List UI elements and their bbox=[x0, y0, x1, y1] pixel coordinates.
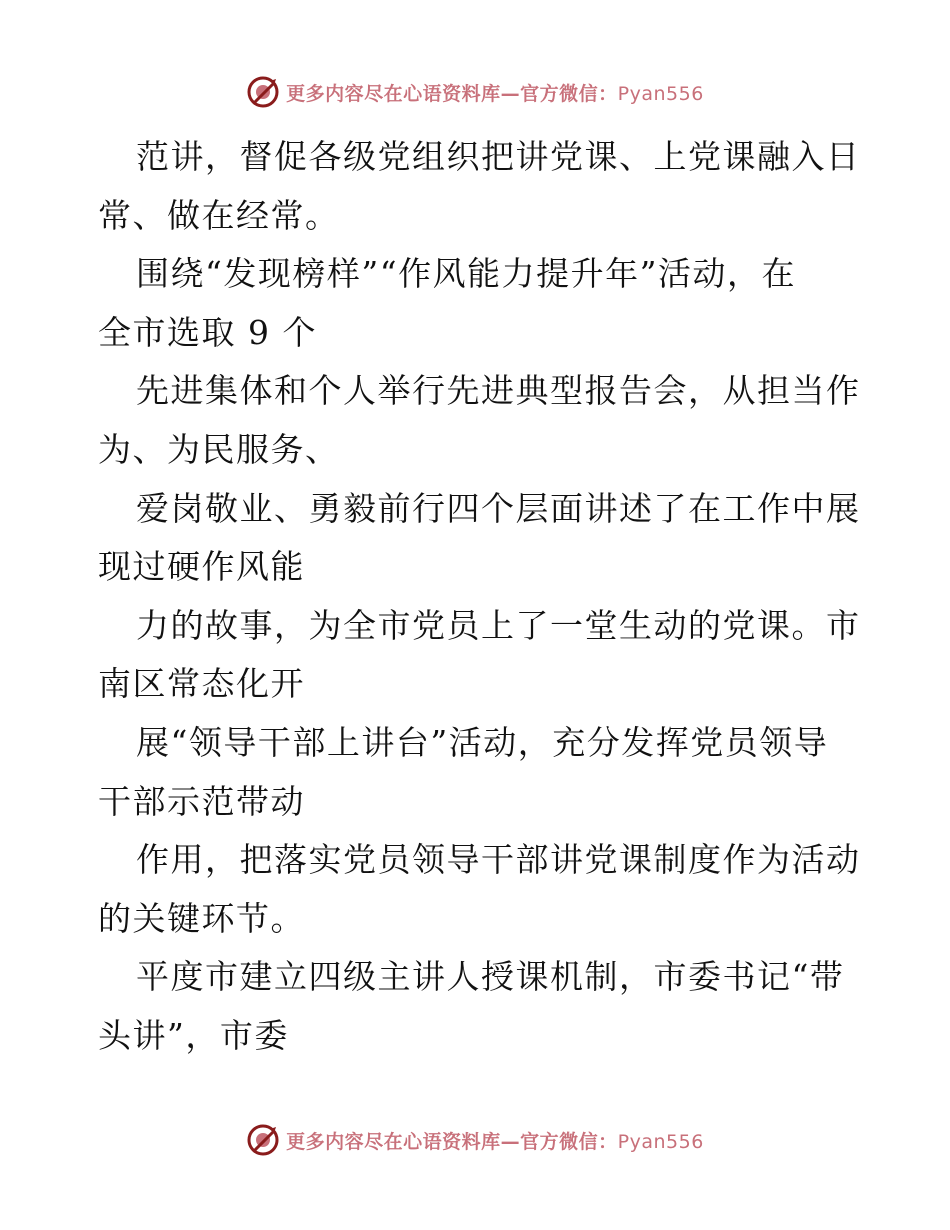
text-line: 展“领导干部上讲台”活动，充分发挥党员领导 bbox=[136, 722, 829, 762]
text-line: 为、为民服务、 bbox=[98, 429, 340, 469]
text-line: 围绕“发现榜样”“作风能力提升年”活动，在 bbox=[136, 254, 796, 294]
text-line: 力的故事，为全市党员上了一堂生动的党课。市 bbox=[136, 605, 861, 645]
text-line: 平度市建立四级主讲人授课机制，市委书记“带 bbox=[136, 957, 845, 997]
watermark-wechat-id: Pyan556 bbox=[617, 1130, 704, 1153]
brand-logo-icon bbox=[246, 1123, 280, 1157]
text-line: 头讲”，市委 bbox=[98, 1015, 289, 1055]
footer-watermark bbox=[0, 1120, 950, 1160]
brand-logo-icon bbox=[246, 75, 280, 109]
watermark-text: 更多内容尽在心语资料库—官方微信： bbox=[286, 82, 618, 105]
text-line: 爱岗敬业、勇毅前行四个层面讲述了在工作中展 bbox=[136, 488, 861, 528]
text-line: 作用，把落实党员领导干部讲党课制度作为活动 bbox=[136, 840, 861, 880]
header-watermark bbox=[0, 72, 950, 112]
text-line: 现过硬作风能 bbox=[98, 547, 305, 587]
watermark-text: 更多内容尽在心语资料库—官方微信： bbox=[286, 1130, 618, 1153]
text-line: 全市选取 9 个 bbox=[98, 312, 317, 352]
text-line: 先进集体和个人举行先进典型报告会，从担当作 bbox=[136, 371, 861, 411]
text-line: 范讲，督促各级党组织把讲党课、上党课融入日 bbox=[136, 137, 861, 176]
document-body bbox=[98, 128, 861, 1066]
text-line: 干部示范带动 bbox=[98, 781, 305, 821]
text-line: 常、做在经常。 bbox=[98, 195, 340, 235]
text-line: 的关键环节。 bbox=[98, 898, 305, 938]
text-line: 南区常态化开 bbox=[98, 664, 305, 704]
watermark-wechat-id: Pyan556 bbox=[617, 82, 704, 105]
